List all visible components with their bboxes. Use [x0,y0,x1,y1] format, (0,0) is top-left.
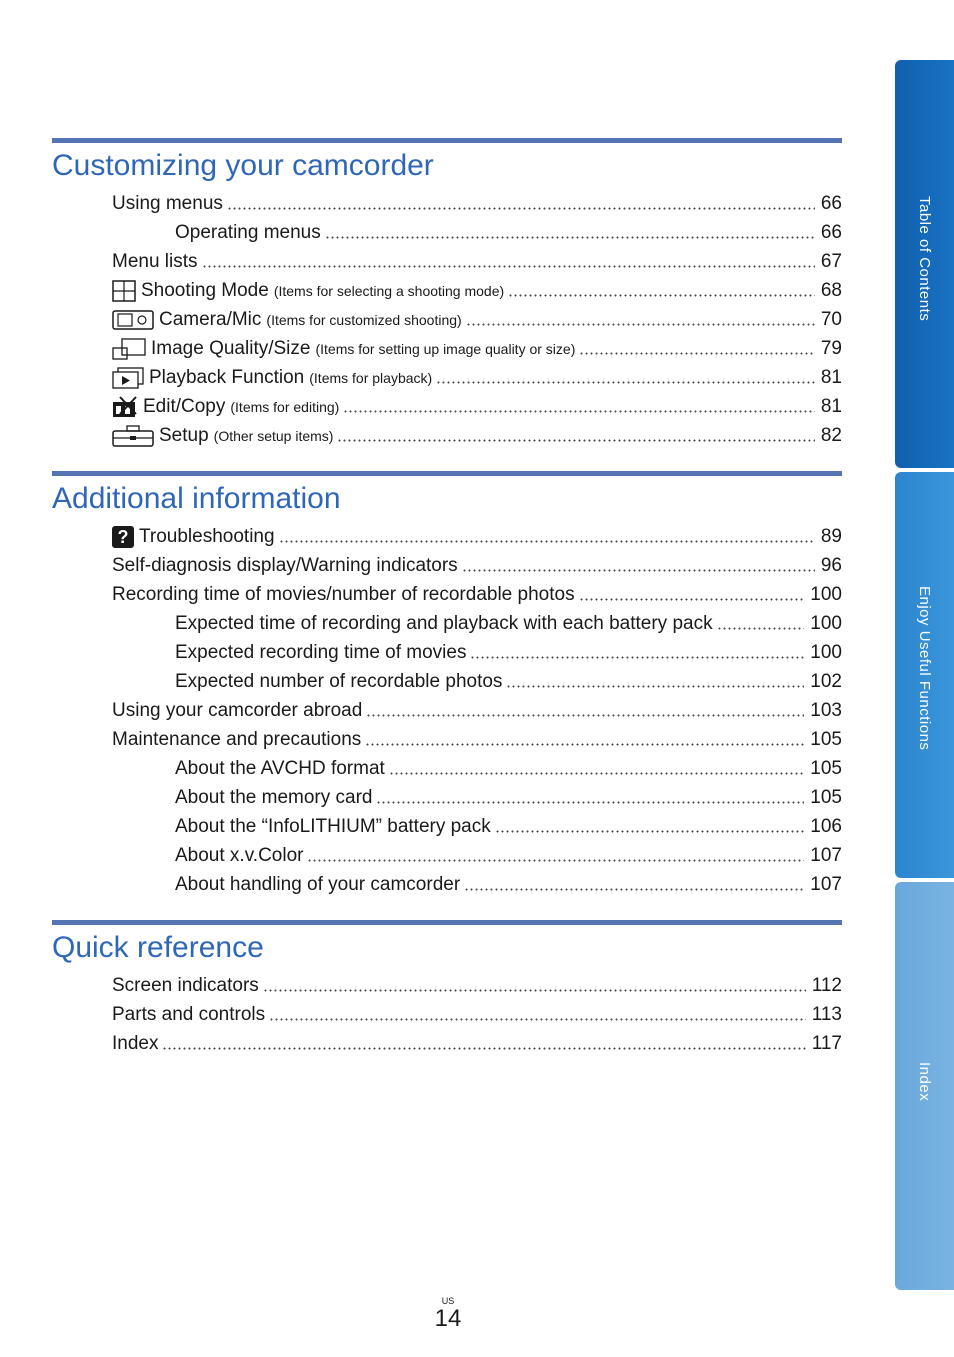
dot-leader [202,265,815,268]
dot-leader [717,627,805,630]
page-number: 103 [810,700,842,721]
dot-leader [579,352,815,355]
toc-entry-xvcolor[interactable]: About x.v.Color 107 [175,845,842,866]
dot-leader [436,381,815,384]
page-number: 105 [810,729,842,750]
camera-mic-icon [112,309,154,331]
region-code: US [441,1296,455,1306]
toc-entry-maintenance[interactable]: Maintenance and precautions 105 [112,729,842,750]
tab-enjoy-useful-functions[interactable]: Enjoy Useful Functions [895,472,954,878]
dot-leader [263,989,806,992]
page-number: 107 [810,845,842,866]
section-rule [52,471,842,476]
page-number: 70 [820,309,842,330]
dot-leader [466,323,815,326]
dot-leader [337,439,814,442]
dot-leader [495,830,805,833]
dot-leader [376,801,804,804]
toc-entry-index[interactable]: Index 117 [112,1033,842,1054]
question-icon: ? [112,526,134,548]
dot-leader [365,743,804,746]
toc-entry-abroad[interactable]: Using your camcorder abroad 103 [112,700,842,721]
toc-entry-playback-function[interactable]: Playback Function (Items for playback) 81 [112,360,842,389]
dot-leader [579,598,805,601]
toc-entry-handling[interactable]: About handling of your camcorder 107 [175,874,842,895]
page-number-footer [430,1296,466,1332]
toc-entry-movie-time[interactable]: Expected recording time of movies 100 [175,642,842,663]
section-quick-reference [52,920,842,1054]
toc-entry-camera-mic[interactable]: Camera/Mic (Items for customized shooting) 70 [112,302,842,331]
toc-entry-recording-time[interactable]: Recording time of movies/number of recordable photos 100 [112,584,842,605]
toc-entry-edit-copy[interactable]: Edit/Copy (Items for editing) 81 [112,389,842,418]
tab-index[interactable]: Index [895,882,954,1290]
page-number: 96 [820,555,842,576]
page-number: 100 [810,613,842,634]
dot-leader [307,859,804,862]
section-title: Customizing your camcorder [52,149,434,182]
toc-entry-photo-count[interactable]: Expected number of recordable photos 102 [175,671,842,692]
dot-leader [279,540,815,543]
toc-entry-operating-menus[interactable]: Operating menus 66 [175,222,842,243]
tab-table-of-contents[interactable]: Table of Contents [895,60,954,468]
section-title: Quick reference [52,931,264,964]
section-rule [52,920,842,925]
toc-entry-avchd[interactable]: About the AVCHD format 105 [175,758,842,779]
dot-leader [366,714,804,717]
toc-entry-shooting-mode[interactable]: Shooting Mode (Items for selecting a shooting mode) 68 [112,273,842,302]
page-number: 112 [811,975,842,996]
dot-leader [162,1047,805,1050]
page-number: 102 [810,671,842,692]
edit-copy-icon [112,396,138,418]
page-number: 67 [820,251,842,272]
page-number: 66 [820,222,842,243]
setup-icon [112,425,154,447]
toc-entry-infolithium[interactable]: About the “InfoLITHIUM” battery pack 106 [175,816,842,837]
page-number: 117 [811,1033,842,1054]
dot-leader [506,685,804,688]
side-tabs [895,60,954,1290]
toc-entry-battery-time[interactable]: Expected time of recording and playback with each battery pack 100 [175,613,842,634]
dot-leader [269,1018,806,1021]
shooting-mode-icon [112,280,136,302]
dot-leader [389,772,804,775]
dot-leader [325,236,815,239]
playback-icon [112,367,144,389]
toc-entry-troubleshooting[interactable]: ? Troubleshooting 89 [112,519,842,548]
section-title: Additional information [52,482,341,515]
page-number: 79 [820,338,842,359]
dot-leader [470,656,804,659]
dot-leader [508,294,815,297]
image-quality-icon [112,338,146,360]
page-number: 100 [810,642,842,663]
toc-entry-memory-card[interactable]: About the memory card 105 [175,787,842,808]
page-number: 106 [810,816,842,837]
page-number: 81 [820,396,842,417]
page-number: 105 [810,758,842,779]
dot-leader [464,888,804,891]
page-number: 68 [820,280,842,301]
page-number: 66 [820,193,842,214]
page-number: 105 [810,787,842,808]
section-additional [52,471,842,895]
page-number: 113 [811,1004,842,1025]
page-number: 100 [810,584,842,605]
dot-leader [227,207,815,210]
dot-leader [343,410,815,413]
toc-entry-screen-indicators[interactable]: Screen indicators 112 [112,975,842,996]
page-number: 82 [820,425,842,446]
section-customizing [52,138,842,446]
toc-entry-self-diagnosis[interactable]: Self-diagnosis display/Warning indicators 96 [112,555,842,576]
toc-entry-parts-controls[interactable]: Parts and controls 113 [112,1004,842,1025]
toc-entry-using-menus[interactable]: Using menus 66 [112,193,842,214]
page-number: 81 [820,367,842,388]
page-number: 107 [810,874,842,895]
toc-entry-setup[interactable]: Setup (Other setup items) 82 [112,418,842,447]
toc-entry-image-quality[interactable]: Image Quality/Size (Items for setting up image quality or size) 79 [112,331,842,360]
page-number: 89 [820,526,842,547]
page-number-value: 14 [434,1305,462,1332]
toc-entry-menu-lists[interactable]: Menu lists 67 [112,251,842,272]
dot-leader [462,569,815,572]
section-rule [52,138,842,143]
